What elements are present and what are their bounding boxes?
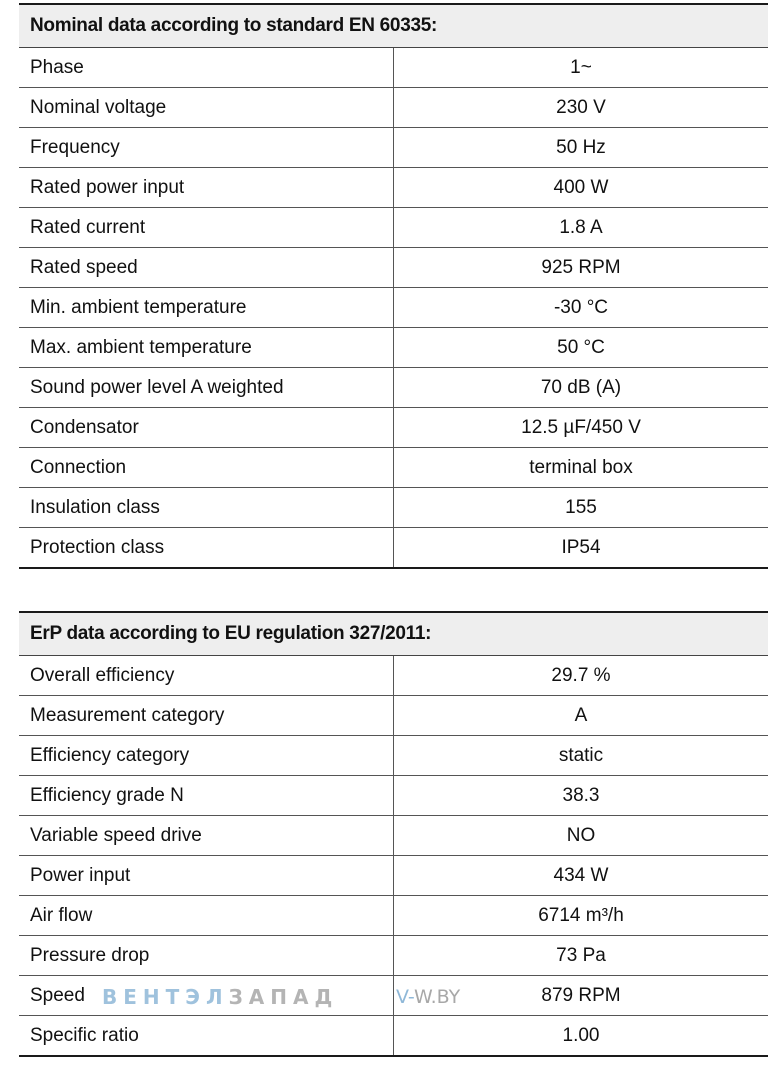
- param-value: 12.5 µF/450 V: [394, 408, 769, 448]
- param-value: 230 V: [394, 88, 769, 128]
- table-row: [19, 208, 768, 248]
- param-label: Protection class: [19, 528, 394, 569]
- param-value: 155: [394, 488, 769, 528]
- param-label: Rated current: [19, 208, 394, 248]
- table-header-row: [19, 612, 768, 656]
- param-value: 38.3: [394, 776, 769, 816]
- param-value: 434 W: [394, 856, 769, 896]
- watermark-url-part2: W.BY: [413, 986, 461, 1008]
- param-value: 50 Hz: [394, 128, 769, 168]
- param-label: Phase: [19, 48, 394, 88]
- nominal-data-table: [19, 3, 768, 569]
- param-label: Frequency: [19, 128, 394, 168]
- table-row: [19, 128, 768, 168]
- param-label: Overall efficiency: [19, 656, 394, 696]
- param-label: Connection: [19, 448, 394, 488]
- table-row: [19, 776, 768, 816]
- table-row: [19, 288, 768, 328]
- table-row: [19, 168, 768, 208]
- param-value: static: [394, 736, 769, 776]
- param-label: Pressure drop: [19, 936, 394, 976]
- table-row: [19, 696, 768, 736]
- param-label: Max. ambient temperature: [19, 328, 394, 368]
- table-row: [19, 528, 768, 569]
- table-row: [19, 896, 768, 936]
- param-value: -30 °C: [394, 288, 769, 328]
- table-row: [19, 656, 768, 696]
- param-value: A: [394, 696, 769, 736]
- param-label: Speed: [19, 976, 394, 1016]
- table-row: [19, 448, 768, 488]
- table-row: [19, 248, 768, 288]
- table-row: [19, 488, 768, 528]
- param-value: 400 W: [394, 168, 769, 208]
- param-value: 879 RPM: [394, 976, 769, 1016]
- param-label: Nominal voltage: [19, 88, 394, 128]
- table-row: [19, 328, 768, 368]
- table-row: [19, 1016, 768, 1057]
- param-label: Rated speed: [19, 248, 394, 288]
- table-row: [19, 856, 768, 896]
- table-row: [19, 368, 768, 408]
- table-row: [19, 736, 768, 776]
- param-label: Specific ratio: [19, 1016, 394, 1057]
- param-label: Efficiency category: [19, 736, 394, 776]
- table-header-row: [19, 4, 768, 48]
- param-value: 50 °C: [394, 328, 769, 368]
- table-row: [19, 48, 768, 88]
- nominal-data-title: Nominal data according to standard EN 60335:: [19, 4, 768, 48]
- param-value: 70 dB (A): [394, 368, 769, 408]
- param-label: Sound power level A weighted: [19, 368, 394, 408]
- param-label: Condensator: [19, 408, 394, 448]
- param-value: 29.7 %: [394, 656, 769, 696]
- param-label: Min. ambient temperature: [19, 288, 394, 328]
- param-value: IP54: [394, 528, 769, 569]
- table-row: [19, 88, 768, 128]
- watermark-brand-part1: ВЕНТЭЛ: [102, 985, 229, 1009]
- param-value: 73 Pa: [394, 936, 769, 976]
- watermark-brand-part2: ЗАПАД: [228, 985, 339, 1009]
- table-row: [19, 816, 768, 856]
- table-row: [19, 976, 768, 1016]
- param-label: Efficiency grade N: [19, 776, 394, 816]
- param-label: Rated power input: [19, 168, 394, 208]
- param-value: 1.8 A: [394, 208, 769, 248]
- param-value: 925 RPM: [394, 248, 769, 288]
- watermark-url-part1: V-: [396, 986, 414, 1008]
- table-row: [19, 408, 768, 448]
- param-label: Air flow: [19, 896, 394, 936]
- param-label: Variable speed drive: [19, 816, 394, 856]
- param-label: Insulation class: [19, 488, 394, 528]
- param-label: Measurement category: [19, 696, 394, 736]
- param-value: 6714 m³/h: [394, 896, 769, 936]
- param-value: NO: [394, 816, 769, 856]
- erp-data-title: ErP data according to EU regulation 327/2011:: [19, 612, 768, 656]
- param-value: 1.00: [394, 1016, 769, 1057]
- erp-data-table: [19, 611, 768, 1057]
- table-row: [19, 936, 768, 976]
- param-value: terminal box: [394, 448, 769, 488]
- param-label: Power input: [19, 856, 394, 896]
- param-value: 1~: [394, 48, 769, 88]
